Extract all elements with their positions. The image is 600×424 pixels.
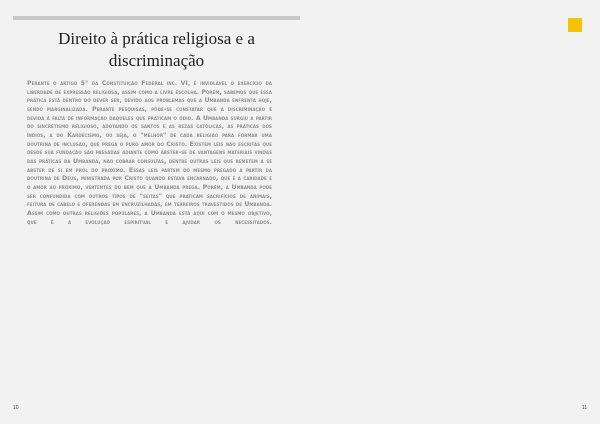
top-divider xyxy=(13,16,300,20)
article-body: Perante o artigo 5° da Constituição Federal inc. VI, é inviolável o exercício da liberdade de expressão religiosa, assim como a livre escolha. Porém, sabemos que essa prática está dentro do dever ser, devido aos problemas que a Umbanda enfrenta hoje, sendo marginalizada. Perante pesquisas, pôde-se constatar que a discriminação é devida à falta de informação daqueles que praticam o ódio. A Umbanda surgiu a partir do sincretismo religioso, adotando os santos e as rezas católicas, as práticas dos índios, a do Kardecismo, ou seja, o "melhor" de cada religião para formar uma doutrina de inclusão, que prega o puro amor do Cristo. Existem leis não escritas que desde sua fundação são passadas adiante como abster-se de vantagens materiais vindas das práticas da Umbanda, não cobrar consultas, dentre outras leis que remetem a se abster de si em prol do próximo. Essas leis partem do mesmo pregado a partir da doutrina de Deus, ministrada por Cristo quando estava encarnado, que é a caridade e o amor ao próximo, vertentes do bem que a Umbanda prega. Porém, a Umbanda pode ser confundida com outros tipos de "seitas" que praticam sacrifícios de animais, feitura de cabelo e oferendas em encruzilhadas, em terreiros travestidos de Umbanda. Assim como outras religiões populares, a Umbanda está aqui com o mesmo objetivo, que é a evolução espiritual e ajudar os necessitados. xyxy=(27,80,272,226)
right-page xyxy=(300,0,600,424)
yellow-square-decoration xyxy=(568,18,582,32)
page-number-right: 11 xyxy=(581,405,587,411)
page-number-left: 10 xyxy=(13,405,19,411)
page-title: Direito à prática religiosa e a discriminação xyxy=(58,29,255,70)
